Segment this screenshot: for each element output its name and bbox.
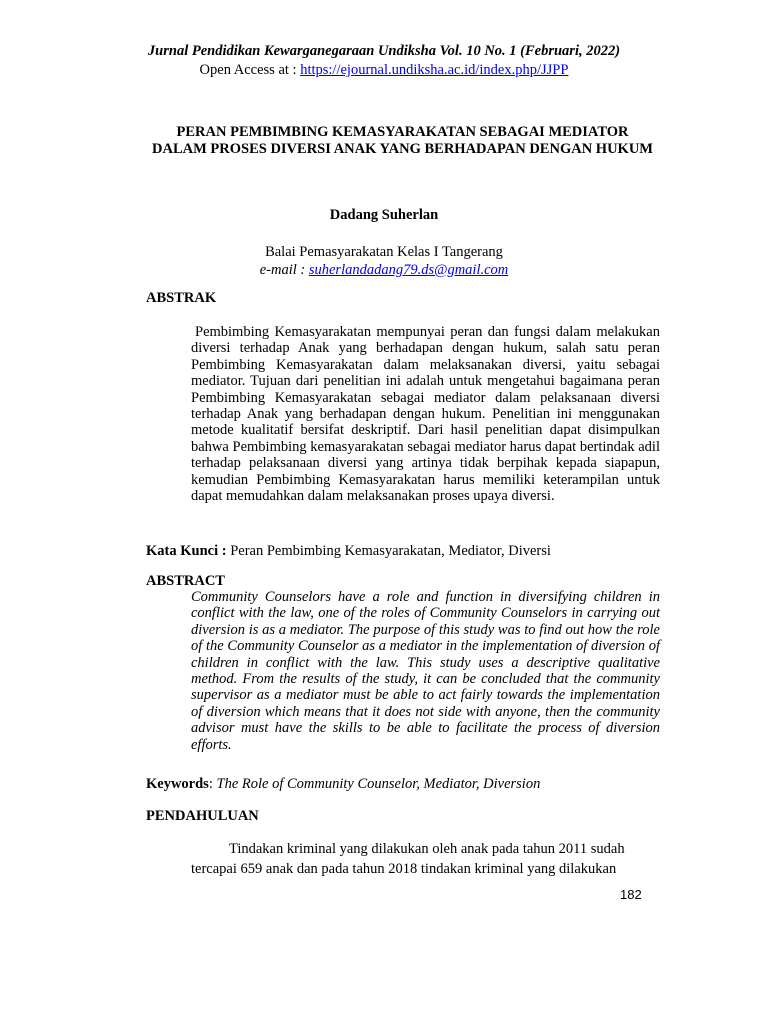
journal-header <box>0 42 768 80</box>
pendahuluan-heading: PENDAHULUAN <box>146 808 259 824</box>
author-affiliation: Balai Pemasyarakatan Kelas I Tangerang <box>265 244 503 260</box>
pendahuluan-line-2: tercapai 659 anak dan pada tahun 2018 tindakan kriminal yang dilakukan <box>191 860 617 877</box>
abstract-text: Community Counselors have a role and function in diversifying children in conflict with the law, one of the roles of Community Counselors in carrying out diversion is as a mediator. The purpose of this study was to find out how the role of the Community Counselor as a mediator in the implementation of diversion of children in conflict with the law. This study uses a descriptive qualitative method. From the results of the study, it can be concluded that the community supervisor as a mediator must be able to act fairly towards the implementation of diversion which means that it does not side with anyone, then the community advisor must have the skills to be able to facilitate the process of diversion efforts. <box>191 589 660 753</box>
open-access-label: Open Access at : <box>199 62 301 78</box>
author-email-line <box>0 261 768 279</box>
kata-kunci-label: Kata Kunci : <box>146 543 231 559</box>
abstrak-heading: ABSTRAK <box>146 290 217 306</box>
keywords-values: The Role of Community Counselor, Mediator, Diversion <box>216 776 541 792</box>
author-name: Dadang Suherlan <box>329 207 439 223</box>
keywords-separator: : <box>208 776 217 792</box>
abstract-heading: ABSTRACT <box>146 573 225 589</box>
author-affiliation-block <box>0 243 768 279</box>
abstrak-text: Pembimbing Kemasyarakatan mempunyai peran dan fungsi dalam melakukan diversi terhadap Anak yang berhadapan dengan hukum, salah satu peran Pembimbing Kemasyarakatan dalam melaksanakan diversi, yaitu sebagai mediator. Tujuan dari penelitian ini adalah untuk mengetahui bagaimana peran Pembimbing Kemasyarakatan sebagai mediator dalam pelaksanaan diversi terhadap Anak yang berhadapan dengan hukum. Penelitian ini menggunakan metode kualitatif bersifat deskriptif. Dari hasil penelitian dapat disimpulkan bahwa Pembimbing kemasyarakatan sebagai mediator harus dapat bertindak adil terhadap pelaksanaan diversi yang artinya tidak berpihak kepada siapapun, kemudian Pembimbing Kemasyarakatan harus memiliki keterampilan untuk dapat memudahkan dalam melaksanakan proses upaya diversi. <box>191 324 660 505</box>
pendahuluan-line-1: Tindakan kriminal yang dilakukan oleh anak pada tahun 2011 sudah <box>229 841 625 857</box>
author-email-link[interactable]: suherlandadang79.ds@gmail.com <box>308 262 509 278</box>
pendahuluan-text <box>191 840 660 879</box>
keywords-line <box>146 776 540 793</box>
open-access-line <box>0 61 768 80</box>
journal-title: Jurnal Pendidikan Kewarganegaraan Undiksha Vol. 10 No. 1 (Februari, 2022) <box>147 43 621 59</box>
kata-kunci-line <box>146 543 551 560</box>
journal-url-link[interactable]: https://ejournal.undiksha.ac.id/index.php/JJPP <box>300 62 569 78</box>
paper-title: PERAN PEMBIMBING KEMASYARAKATAN SEBAGAI MEDIATOR DALAM PROSES DIVERSI ANAK YANG BERHADAPAN DENGAN HUKUM <box>152 124 653 157</box>
kata-kunci-values: Peran Pembimbing Kemasyarakatan, Mediator, Diversi <box>230 543 551 559</box>
keywords-label: Keywords <box>146 776 209 792</box>
page-number: 182 <box>620 887 642 902</box>
email-label: e-mail : <box>259 262 309 278</box>
